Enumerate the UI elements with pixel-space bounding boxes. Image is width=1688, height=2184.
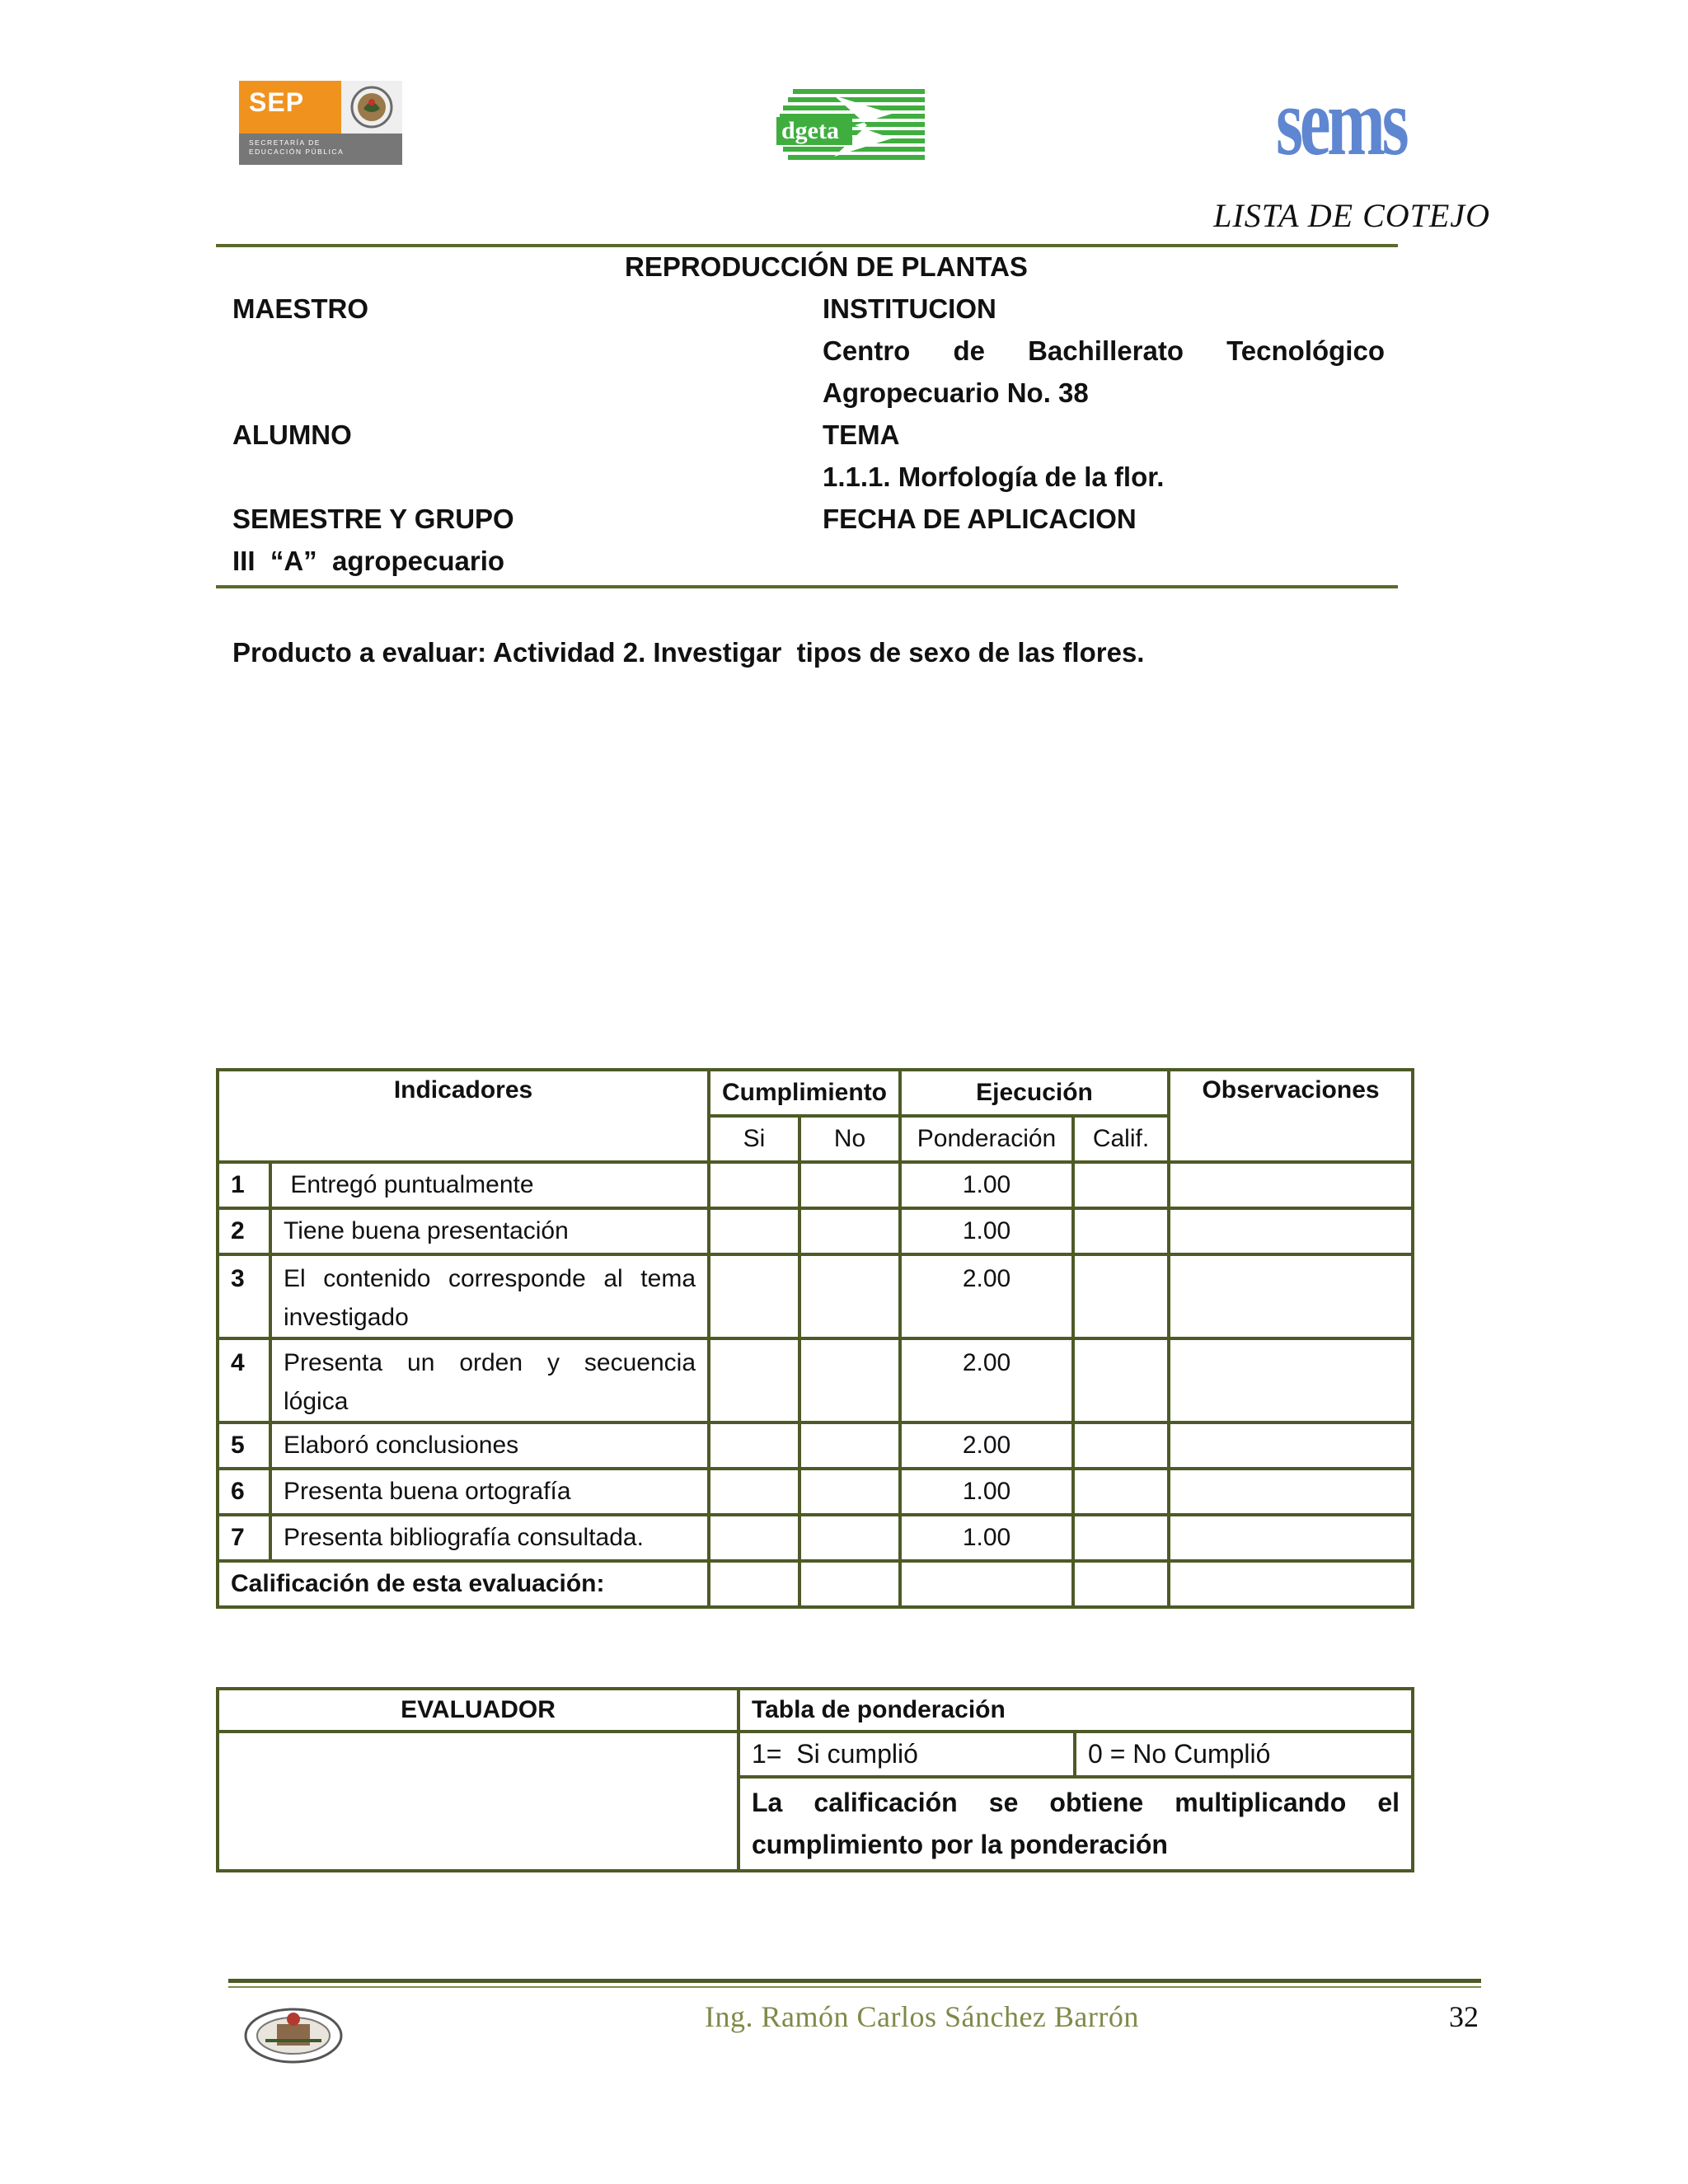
- institution-value-line2: Agropecuario No. 38: [823, 377, 1089, 408]
- weighting-table-title: Tabla de ponderación: [738, 1689, 1413, 1732]
- observations-cell[interactable]: [1169, 1422, 1413, 1469]
- table-row: [218, 1162, 1413, 1208]
- no-cell[interactable]: [799, 1338, 900, 1422]
- no-header: No: [799, 1116, 900, 1162]
- weight-cell: 1.00: [900, 1208, 1073, 1254]
- yes-header: Si: [709, 1116, 799, 1162]
- weight-cell: 2.00: [900, 1254, 1073, 1338]
- table-row: [218, 1515, 1413, 1561]
- dgeta-logo-text: dgeta: [781, 117, 839, 144]
- row-number: 7: [218, 1515, 270, 1561]
- subject-title: REPRODUCCIÓN DE PLANTAS: [625, 251, 1028, 282]
- sep-logo-text: SEP: [239, 81, 341, 134]
- grade-cell[interactable]: [1073, 1162, 1169, 1208]
- page-number: 32: [1449, 2000, 1479, 2033]
- total-weight-cell[interactable]: [900, 1561, 1073, 1607]
- student-label: ALUMNO: [232, 419, 352, 450]
- yes-cell[interactable]: [709, 1469, 799, 1515]
- grade-cell[interactable]: [1073, 1338, 1169, 1422]
- footer-divider-thick: [228, 1979, 1481, 1983]
- indicator-text: El contenido corresponde al tema investigado: [270, 1254, 709, 1338]
- row-number: 5: [218, 1422, 270, 1469]
- weight-cell: 1.00: [900, 1162, 1073, 1208]
- grade-cell[interactable]: [1073, 1469, 1169, 1515]
- no-cell[interactable]: [799, 1208, 900, 1254]
- no-cell[interactable]: [799, 1422, 900, 1469]
- institution-label: INSTITUCION: [823, 293, 996, 324]
- weight-cell: 1.00: [900, 1515, 1073, 1561]
- table-row: [218, 1422, 1413, 1469]
- table-row: [218, 1469, 1413, 1515]
- yes-value-legend: 1= Si cumplió: [738, 1732, 1075, 1777]
- footer-divider-thin: [228, 1986, 1481, 1988]
- topic-label: TEMA: [823, 419, 900, 450]
- dgeta-logo: [776, 89, 929, 162]
- row-number: 1: [218, 1162, 270, 1208]
- observations-cell[interactable]: [1169, 1208, 1413, 1254]
- compliance-header: Cumplimiento: [709, 1070, 900, 1116]
- indicator-text: Tiene buena presentación: [270, 1208, 709, 1254]
- total-no-cell[interactable]: [799, 1561, 900, 1607]
- no-value-legend: 0 = No Cumplió: [1075, 1732, 1413, 1777]
- grade-cell[interactable]: [1073, 1254, 1169, 1338]
- top-divider: [216, 244, 1398, 247]
- indicator-text: Elaboró conclusiones: [270, 1422, 709, 1469]
- total-yes-cell[interactable]: [709, 1561, 799, 1607]
- grade-header: Calif.: [1073, 1116, 1169, 1162]
- sems-logo: sems: [1276, 68, 1406, 176]
- indicator-text: Presenta un orden y secuencia lógica: [270, 1338, 709, 1422]
- table-header-row: [218, 1070, 1413, 1116]
- row-number: 2: [218, 1208, 270, 1254]
- sep-logo-subtext-2: EDUCACIÓN PÚBLICA: [249, 148, 345, 156]
- weighting-table: [216, 1687, 1414, 1872]
- total-observations-cell[interactable]: [1169, 1561, 1413, 1607]
- total-grade-cell[interactable]: [1073, 1561, 1169, 1607]
- product-to-evaluate: Producto a evaluar: Actividad 2. Investigar tipos de sexo de las flores.: [232, 637, 1145, 668]
- execution-header: Ejecución: [900, 1070, 1169, 1116]
- observations-cell[interactable]: [1169, 1469, 1413, 1515]
- semester-label: SEMESTRE Y GRUPO: [232, 504, 514, 534]
- teacher-label: MAESTRO: [232, 293, 368, 324]
- yes-cell[interactable]: [709, 1254, 799, 1338]
- institution-value-line1: Centro de Bachillerato Tecnológico: [823, 335, 1385, 366]
- no-cell[interactable]: [799, 1469, 900, 1515]
- observations-cell[interactable]: [1169, 1254, 1413, 1338]
- info-bottom-divider: [216, 585, 1398, 588]
- observations-header: Observaciones: [1169, 1070, 1413, 1162]
- grade-cell[interactable]: [1073, 1515, 1169, 1561]
- document-type-title: LISTA DE COTEJO: [1213, 197, 1490, 234]
- mexican-eagle-crest-icon: [341, 81, 402, 134]
- observations-cell[interactable]: [1169, 1338, 1413, 1422]
- grade-cell[interactable]: [1073, 1208, 1169, 1254]
- table-row: [218, 1338, 1413, 1422]
- grade-cell[interactable]: [1073, 1422, 1169, 1469]
- weight-cell: 2.00: [900, 1422, 1073, 1469]
- footer-author: Ing. Ramón Carlos Sánchez Barrón: [705, 2000, 1139, 2033]
- grading-note: La calificación se obtiene multiplicando el cumplimiento por la ponderación: [738, 1777, 1413, 1871]
- row-number: 4: [218, 1338, 270, 1422]
- weight-cell: 1.00: [900, 1469, 1073, 1515]
- weight-header: Ponderación: [900, 1116, 1073, 1162]
- yes-cell[interactable]: [709, 1338, 799, 1422]
- indicator-text: Entregó puntualmente: [270, 1162, 709, 1208]
- topic-value: 1.1.1. Morfología de la flor.: [823, 462, 1165, 492]
- indicators-header: Indicadores: [218, 1070, 709, 1162]
- weight-cell: 2.00: [900, 1338, 1073, 1422]
- table-row: [218, 1208, 1413, 1254]
- no-cell[interactable]: [799, 1254, 900, 1338]
- semester-value: III “A” agropecuario: [232, 546, 505, 576]
- sep-logo-subtext-1: SECRETARÍA DE: [249, 138, 321, 147]
- yes-cell[interactable]: [709, 1208, 799, 1254]
- checklist-table: [216, 1068, 1414, 1609]
- no-cell[interactable]: [799, 1515, 900, 1561]
- total-row: [218, 1561, 1413, 1607]
- no-cell[interactable]: [799, 1162, 900, 1208]
- yes-cell[interactable]: [709, 1162, 799, 1208]
- evaluator-header: EVALUADOR: [218, 1689, 738, 1732]
- indicator-text: Presenta bibliografía consultada.: [270, 1515, 709, 1561]
- yes-cell[interactable]: [709, 1515, 799, 1561]
- indicator-text: Presenta buena ortografía: [270, 1469, 709, 1515]
- sep-logo: [239, 81, 402, 165]
- application-date-label: FECHA DE APLICACION: [823, 504, 1137, 534]
- school-seal-icon: [241, 2003, 346, 2067]
- observations-cell[interactable]: [1169, 1515, 1413, 1561]
- row-number: 3: [218, 1254, 270, 1338]
- table-row: [218, 1254, 1413, 1338]
- yes-cell[interactable]: [709, 1422, 799, 1469]
- observations-cell[interactable]: [1169, 1162, 1413, 1208]
- evaluator-signature-cell[interactable]: [218, 1732, 738, 1871]
- row-number: 6: [218, 1469, 270, 1515]
- total-label: Calificación de esta evaluación:: [218, 1561, 709, 1607]
